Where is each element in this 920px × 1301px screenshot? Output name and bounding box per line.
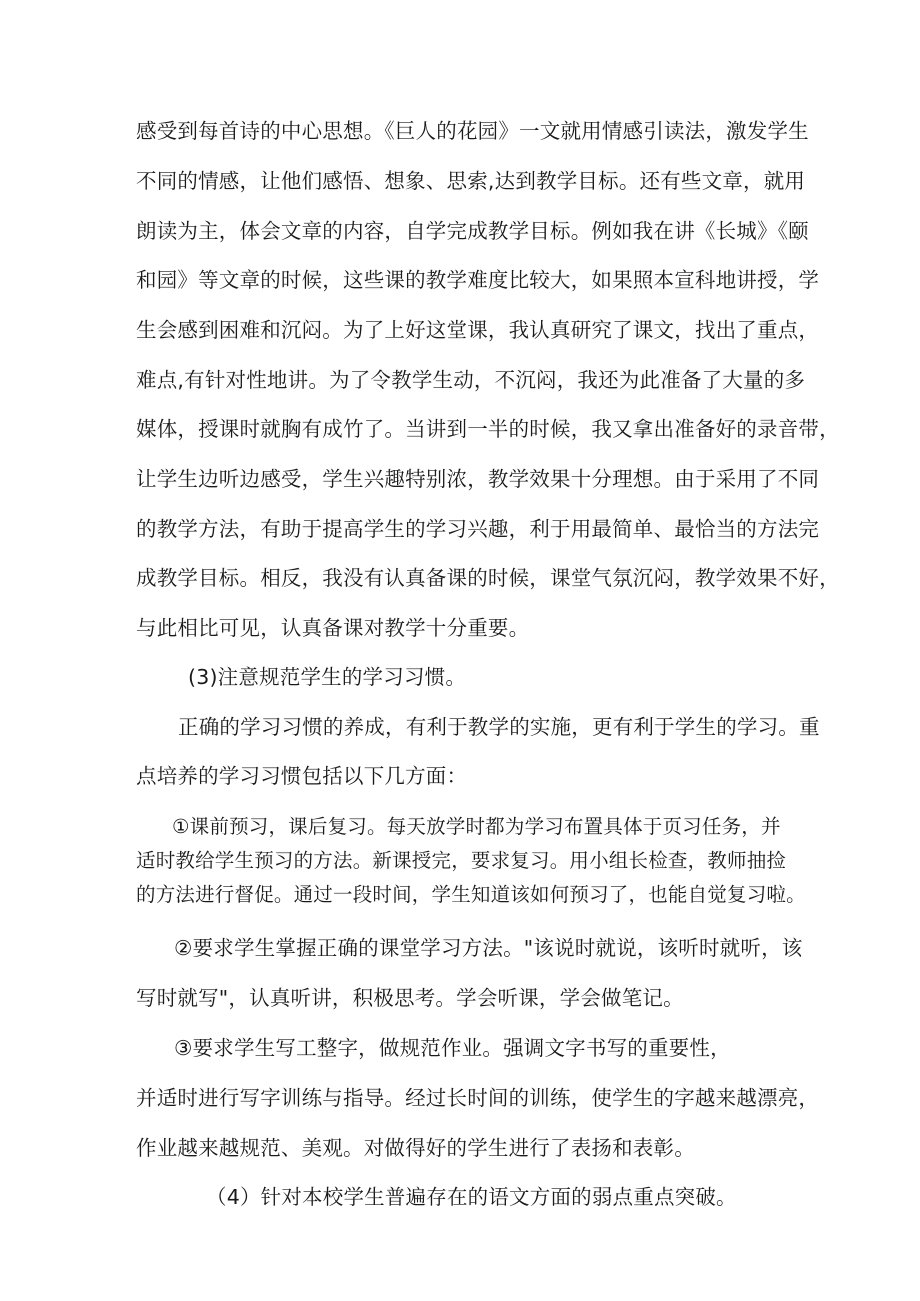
text-line: 感受到每首诗的中心思想。《巨人的花园》一文就用情感引读法，激发学生 xyxy=(136,119,809,143)
list-item-1-line: ①课前预习，课后复习。每天放学时都为学习布置具体于页习任务，并 xyxy=(172,815,781,838)
text-line: 与此相比可见，认真备课对教学十分重要。 xyxy=(136,616,530,640)
text-line: 不同的情感，让他们感悟、想象、思索,达到教学目标。还有些文章，就用 xyxy=(136,169,806,193)
text-line: 点培养的学习习惯包括以下几方面： xyxy=(136,764,468,788)
list-item-3-line: 作业越来越规范、美观。对做得好的学生进行了表扬和表彰。 xyxy=(136,1136,695,1160)
text-line: 难点,有针对性地讲。为了令教学生动，不沉闷，我还为此准备了大量的多 xyxy=(136,368,806,392)
list-item-3-line: 并适时进行写字训练与指导。经过长时间的训练，使学生的字越来越漂亮， xyxy=(136,1086,820,1110)
text-line: 和园》等文章的时候，这些课的教学难度比较大，如果照本宣科地讲授，学 xyxy=(136,268,820,292)
text-line: 让学生边听边感受，学生兴趣特别浓，教学效果十分理想。由于采用了不同 xyxy=(136,467,820,491)
section-heading-3: (3)注意规范学生的学习习惯。 xyxy=(188,665,467,689)
text-line: 朗读为主，体会文章的内容，自学完成教学目标。例如我在讲《长城》《颐 xyxy=(136,219,809,243)
list-item-3-line: ③要求学生写工整字，做规范作业。强调文字书写的重要性， xyxy=(174,1036,731,1060)
text-line: 媒体，授课时就胸有成竹了。当讲到一半的时候，我又拿出准备好的录音带， xyxy=(136,417,840,441)
text-line: 的教学方法，有助于提高学生的学习兴趣，利于用最简单、最恰当的方法完 xyxy=(136,517,820,541)
text-line: 生会感到困难和沉闷。为了上好这堂课，我认真研究了课文，找出了重点， xyxy=(136,318,820,342)
section-heading-4: （4）针对本校学生普遍存在的语文方面的弱点重点突破。 xyxy=(206,1185,737,1209)
list-item-2-line: ②要求学生掌握正确的课堂学习方法。"该说时就说，该听时就听，该 xyxy=(174,936,803,960)
text-line: 成教学目标。相反，我没有认真备课的时候，课堂气氛沉闷，教学效果不好， xyxy=(136,566,840,590)
list-item-1-line: 适时教给学生预习的方法。新课授完，要求复习。用小组长检查，教师抽捡 xyxy=(136,849,787,872)
text-line: 正确的学习习惯的养成，有利于教学的实施，更有利于学生的学习。重 xyxy=(178,715,820,739)
list-item-1-line: 的方法进行督促。通过一段时间，学生知道该如何预习了，也能自觉复习啦。 xyxy=(136,883,806,906)
list-item-2-line: 写时就写"，认真听讲，积极思考。学会听课，学会做笔记。 xyxy=(136,986,684,1010)
